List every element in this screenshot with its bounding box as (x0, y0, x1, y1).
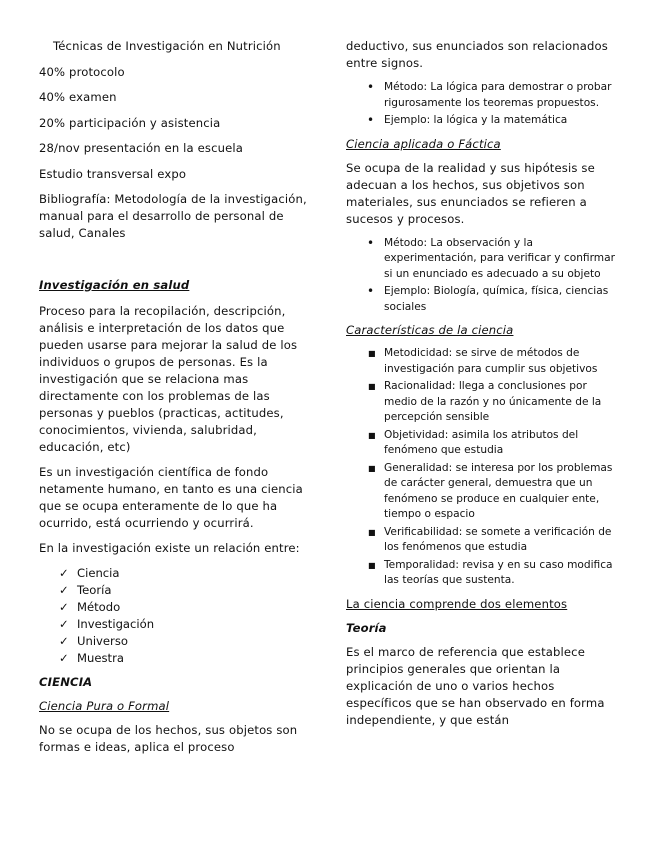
list-item: ✓ Ciencia (59, 565, 120, 580)
teoria-text: Es el marco de referencia que establece principios generales que orientan la explicación de uno o varios hechos específicos que se han observado en forma independiente, y que están (346, 644, 605, 727)
square-bullet-icon: ■ (368, 349, 376, 358)
checkmark-icon: ✓ (59, 616, 69, 631)
list-item: ■ Temporalidad: revisa y en su caso modifica las teorías que sustenta. (368, 558, 613, 586)
square-bullet-icon: ■ (368, 463, 376, 473)
comprende-heading: La ciencia comprende dos elementos (346, 596, 568, 611)
spacer (39, 251, 311, 277)
list-item: ■ Racionalidad: llega a conclusiones por medio de la razón y no únicamente de la percepción sensible (368, 380, 602, 423)
list-item: ✓ Teoría (59, 582, 112, 597)
list-item: ✓ Método (59, 599, 121, 614)
list-item: • Método: La observación y la experimentación, para verificar y confirmar si un enunciado es adecuado a su objeto (367, 235, 615, 280)
bullet-icon: • (367, 113, 375, 127)
relation-intro: En la investigación existe un relación entre: (39, 540, 300, 555)
aplicada-heading: Ciencia aplicada o Fáctica (346, 136, 501, 151)
pura-text: No se ocupa de los hechos, sus objetos son formas e ideas, aplica el proceso (39, 722, 298, 754)
checkmark-icon: ✓ (59, 582, 69, 597)
pura-list (346, 80, 618, 129)
relation-list (39, 565, 311, 667)
list-item: • Ejemplo: Biología, química, física, ciencias sociales (367, 284, 609, 313)
square-bullet-icon: ■ (368, 560, 376, 570)
bullet-icon: • (367, 235, 375, 250)
checkmark-icon: ✓ (59, 650, 69, 665)
square-bullet-icon: ■ (368, 527, 376, 537)
left-column (39, 38, 311, 764)
bullet-icon: • (367, 80, 375, 94)
list-item: ✓ Universo (59, 633, 128, 648)
square-bullet-icon: ■ (368, 382, 376, 391)
list-item: ✓ Investigación (59, 616, 155, 631)
grading-line: 20% participación y asistencia (39, 115, 221, 130)
list-item: ■ Objetividad: asimila los atributos del fenómeno que estudia (368, 428, 579, 456)
list-item: ■ Metodicidad: se sirve de métodos de investigación para cumplir sus objetivos (368, 347, 598, 375)
square-bullet-icon: ■ (368, 430, 376, 440)
section-heading: Investigación en salud (39, 277, 190, 292)
bibliography: Bibliografía: Metodología de la investigación, manual para el desarrollo de personal de salud, Canales (39, 192, 307, 240)
ciencia-heading: CIENCIA (39, 674, 93, 689)
caracteristicas-heading: Características de la ciencia (346, 323, 514, 337)
caracteristicas-list (346, 346, 618, 589)
grading-line: 40% examen (39, 90, 117, 104)
expo-line: Estudio transversal expo (39, 166, 187, 181)
checkmark-icon: ✓ (59, 599, 69, 614)
list-item: ■ Verificabilidad: se somete a verificación de los fenómenos que estudia (368, 525, 612, 553)
list-item: • Ejemplo: la lógica y la matemática (367, 113, 568, 127)
list-item: ■ Generalidad: se interesa por los problemas de carácter general, demuestra que un fenómeno se produce en cualquier ente, tiempo o espacio (368, 461, 613, 520)
checkmark-icon: ✓ (59, 633, 69, 648)
pura-heading: Ciencia Pura o Formal (39, 698, 170, 713)
course-title: Técnicas de Investigación en Nutrición (53, 39, 281, 53)
pura-continuation: deductivo, sus enunciados son relacionados entre signos. (346, 39, 608, 70)
checkmark-icon: ✓ (59, 565, 69, 580)
bullet-icon: • (367, 284, 375, 298)
list-item: ✓ Muestra (59, 650, 124, 665)
paragraph: Es un investigación científica de fondo netamente humano, en tanto es una ciencia que se ocupa enteramente de lo que ha ocurrido, está ocurriendo y ocurrirá. (39, 464, 303, 530)
teoria-heading: Teoría (346, 620, 387, 635)
right-column (346, 38, 618, 737)
aplicada-text: Se ocupa de la realidad y sus hipótesis se adecuan a los hechos, sus objetivos son materiales, sus enunciados se refieren a sucesos y procesos. (346, 160, 595, 226)
grading-line: 40% protocolo (39, 64, 125, 79)
paragraph: Proceso para la recopilación, descripción, análisis e interpretación de los datos que pueden usarse para mejorar la salud de los individuos o grupos de personas. Es la investigación que se relaciona mas directamente con los problemas de las personas y pueblos (practicas, actitudes, conocimientos, vivienda, salubridad, educación, etc) (39, 303, 298, 454)
aplicada-list (346, 236, 618, 316)
list-item: • Método: La lógica para demostrar o probar rigurosamente los teoremas propuestos. (367, 80, 612, 109)
event-line: 28/nov presentación en la escuela (39, 141, 244, 155)
